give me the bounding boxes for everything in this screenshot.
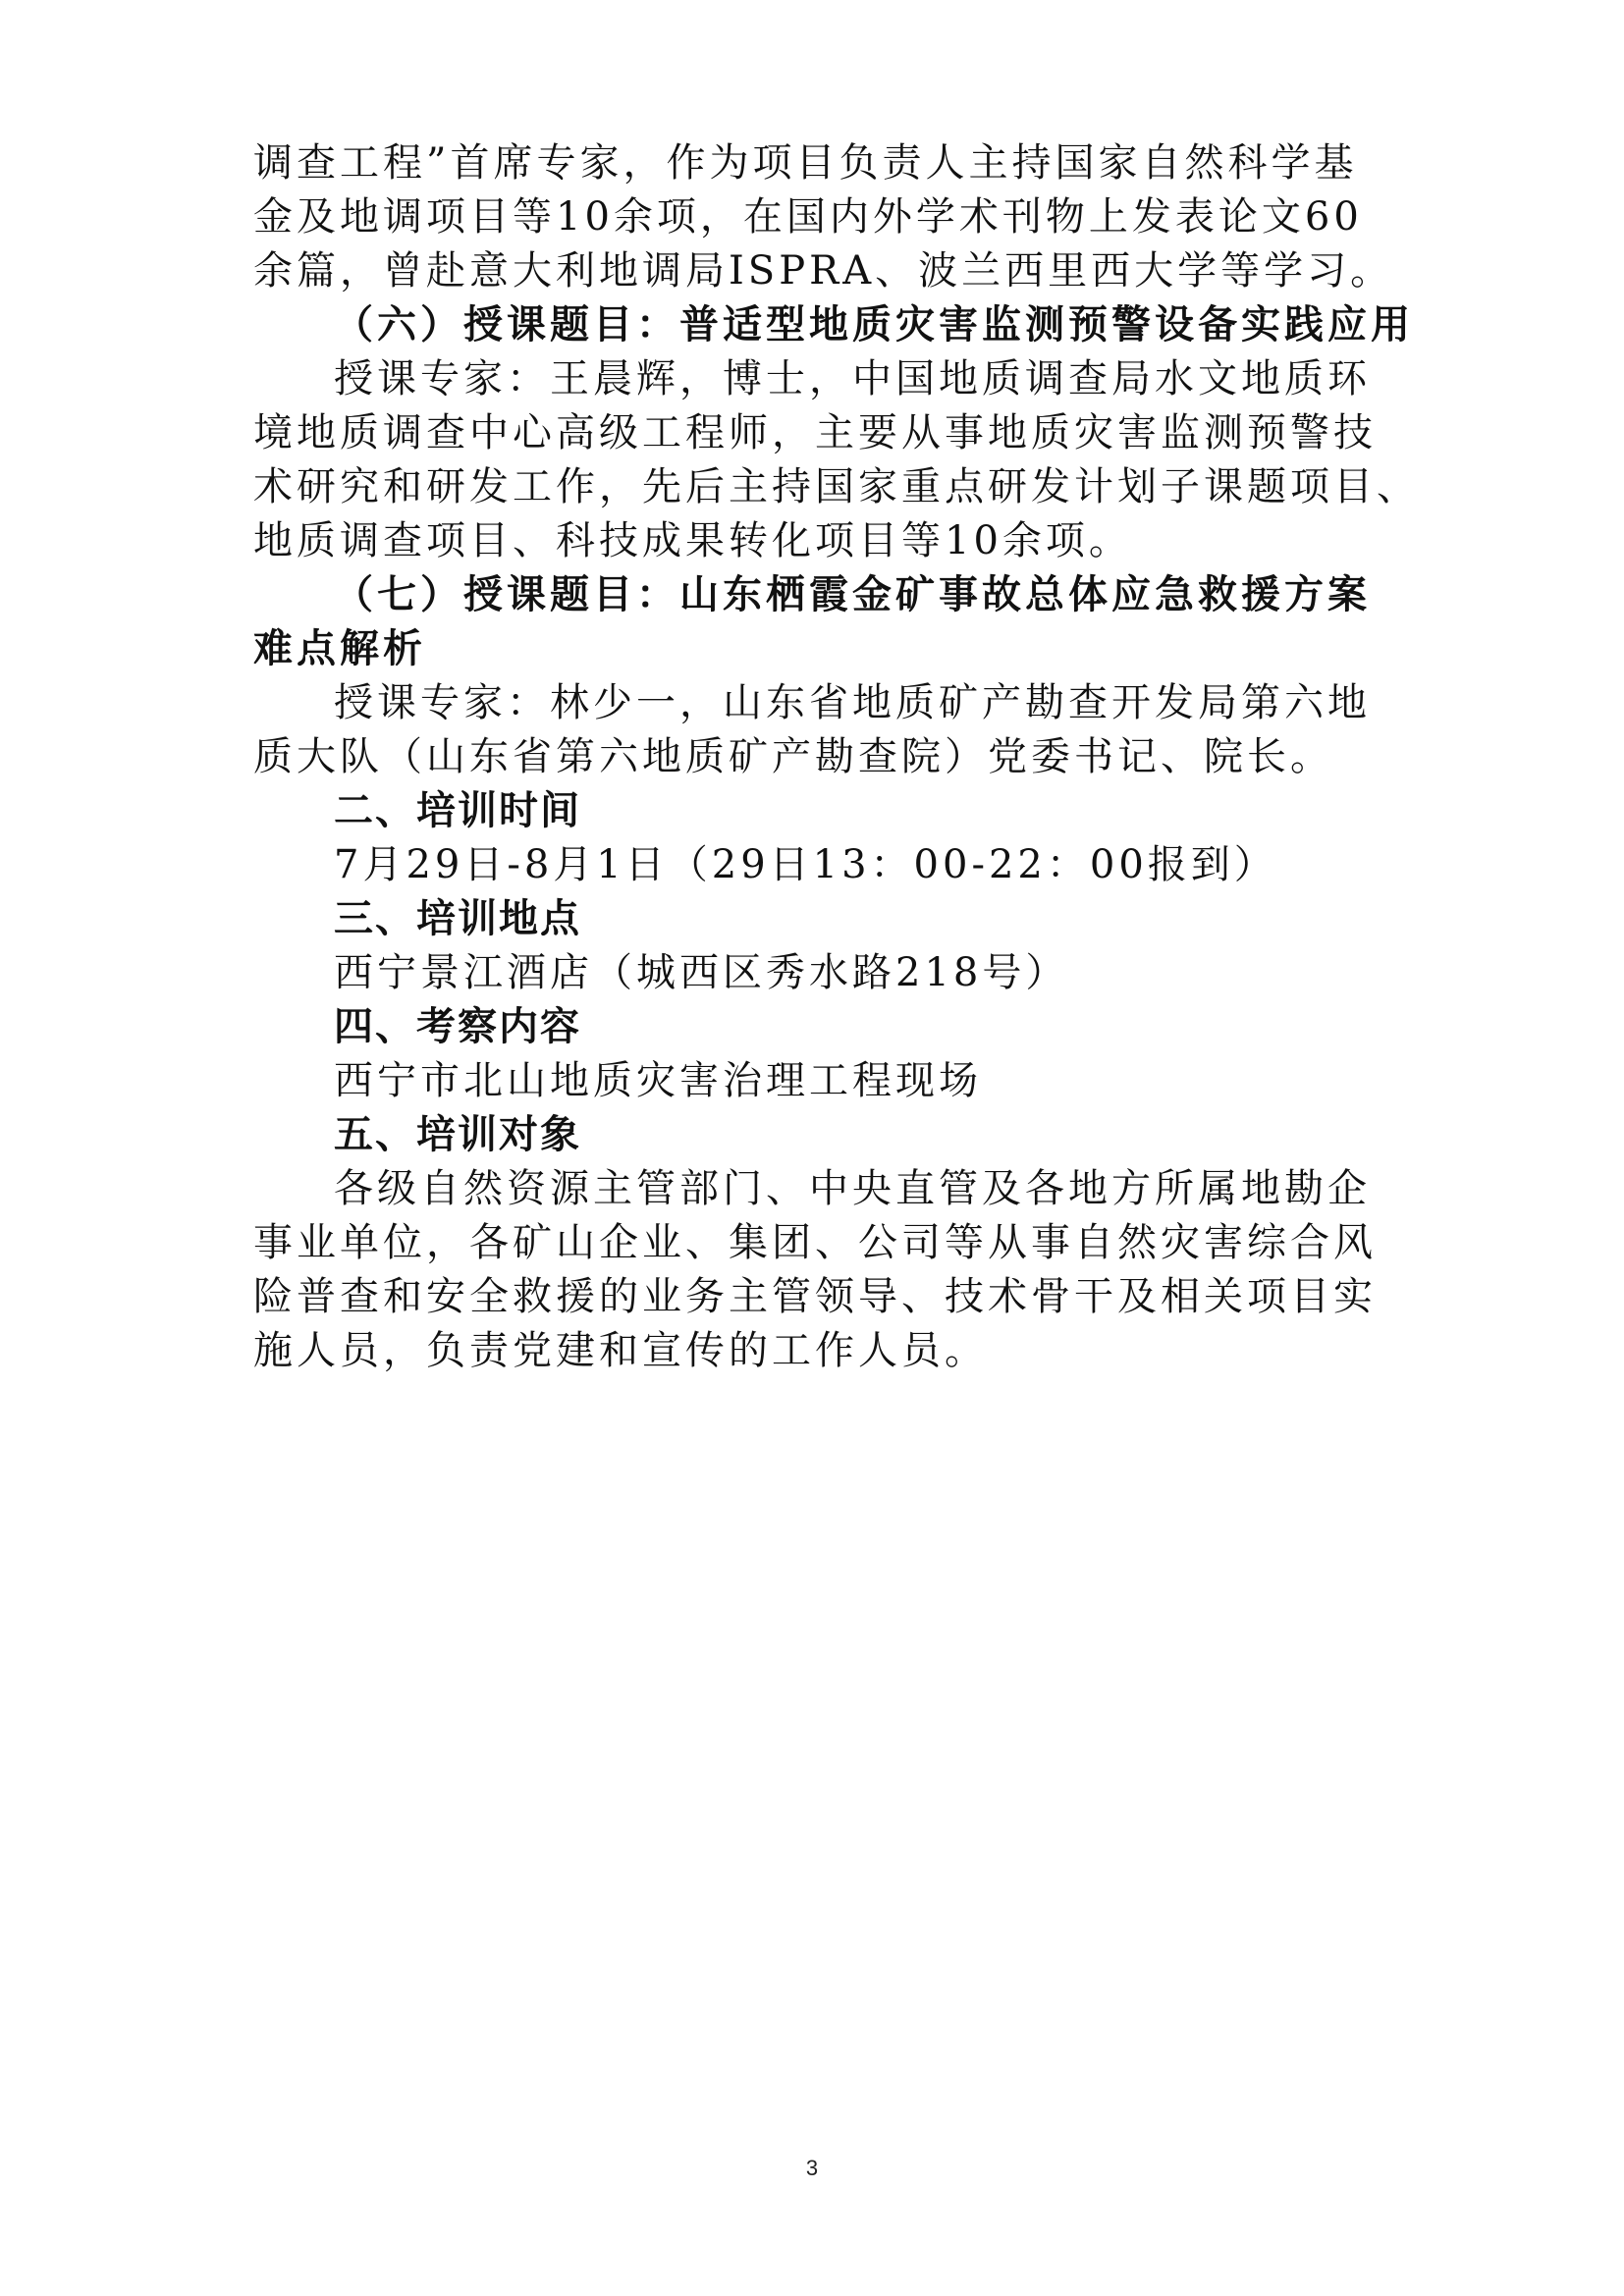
inspection-content-value: 西宁市北山地质灾害治理工程现场 [334, 1058, 982, 1103]
paragraph-line: 险普查和安全救援的业务主管领导、技术骨干及相关项目实 [253, 1274, 1377, 1319]
paragraph-line: 境地质调查中心高级工程师，主要从事地质灾害监测预警技 [253, 410, 1377, 455]
paragraph-line: 授课专家：林少一，山东省地质矿产勘查开发局第六地 [334, 680, 1371, 725]
paragraph-line: 余篇，曾赴意大利地调局ISPRA、波兰西里西大学等学习。 [253, 248, 1394, 294]
section-heading-training-location: 三、培训地点 [334, 896, 581, 941]
page-number: 3 [805, 2156, 819, 2180]
lecture-topic-7-continued: 难点解析 [253, 625, 426, 671]
paragraph-line: 施人员，负责党建和宣传的工作人员。 [253, 1328, 988, 1373]
paragraph-line: 授课专家：王晨辉，博士，中国地质调查局水文地质环 [334, 356, 1371, 401]
paragraph-line: 各级自然资源主管部门、中央直管及各地方所属地勘企 [334, 1166, 1371, 1211]
paragraph-line: 术研究和研发工作，先后主持国家重点研发计划子课题项目、 [253, 464, 1420, 509]
section-heading-inspection-content: 四、考察内容 [334, 1004, 581, 1049]
paragraph-line: 事业单位，各矿山企业、集团、公司等从事自然灾害综合风 [253, 1220, 1377, 1265]
lecture-topic-6: （六）授课题目：普适型地质灾害监测预警设备实践应用 [334, 301, 1414, 347]
paragraph-line: 质大队（山东省第六地质矿产勘查院）党委书记、院长。 [253, 734, 1333, 779]
lecture-topic-7: （七）授课题目：山东栖霞金矿事故总体应急救援方案 [334, 571, 1371, 617]
paragraph-line: 调查工程”首席专家，作为项目负责人主持国家自然科学基 [253, 140, 1358, 186]
paragraph-line: 地质调查项目、科技成果转化项目等10余项。 [253, 518, 1132, 563]
section-heading-training-time: 二、培训时间 [334, 788, 581, 833]
training-location-value: 西宁景江酒店（城西区秀水路218号） [334, 950, 1069, 995]
training-time-value: 7月29日-8月1日（29日13：00-22：00报到） [334, 842, 1277, 887]
section-heading-training-audience: 五、培训对象 [334, 1112, 581, 1157]
paragraph-line: 金及地调项目等10余项，在国内外学术刊物上发表论文60 [253, 194, 1363, 240]
